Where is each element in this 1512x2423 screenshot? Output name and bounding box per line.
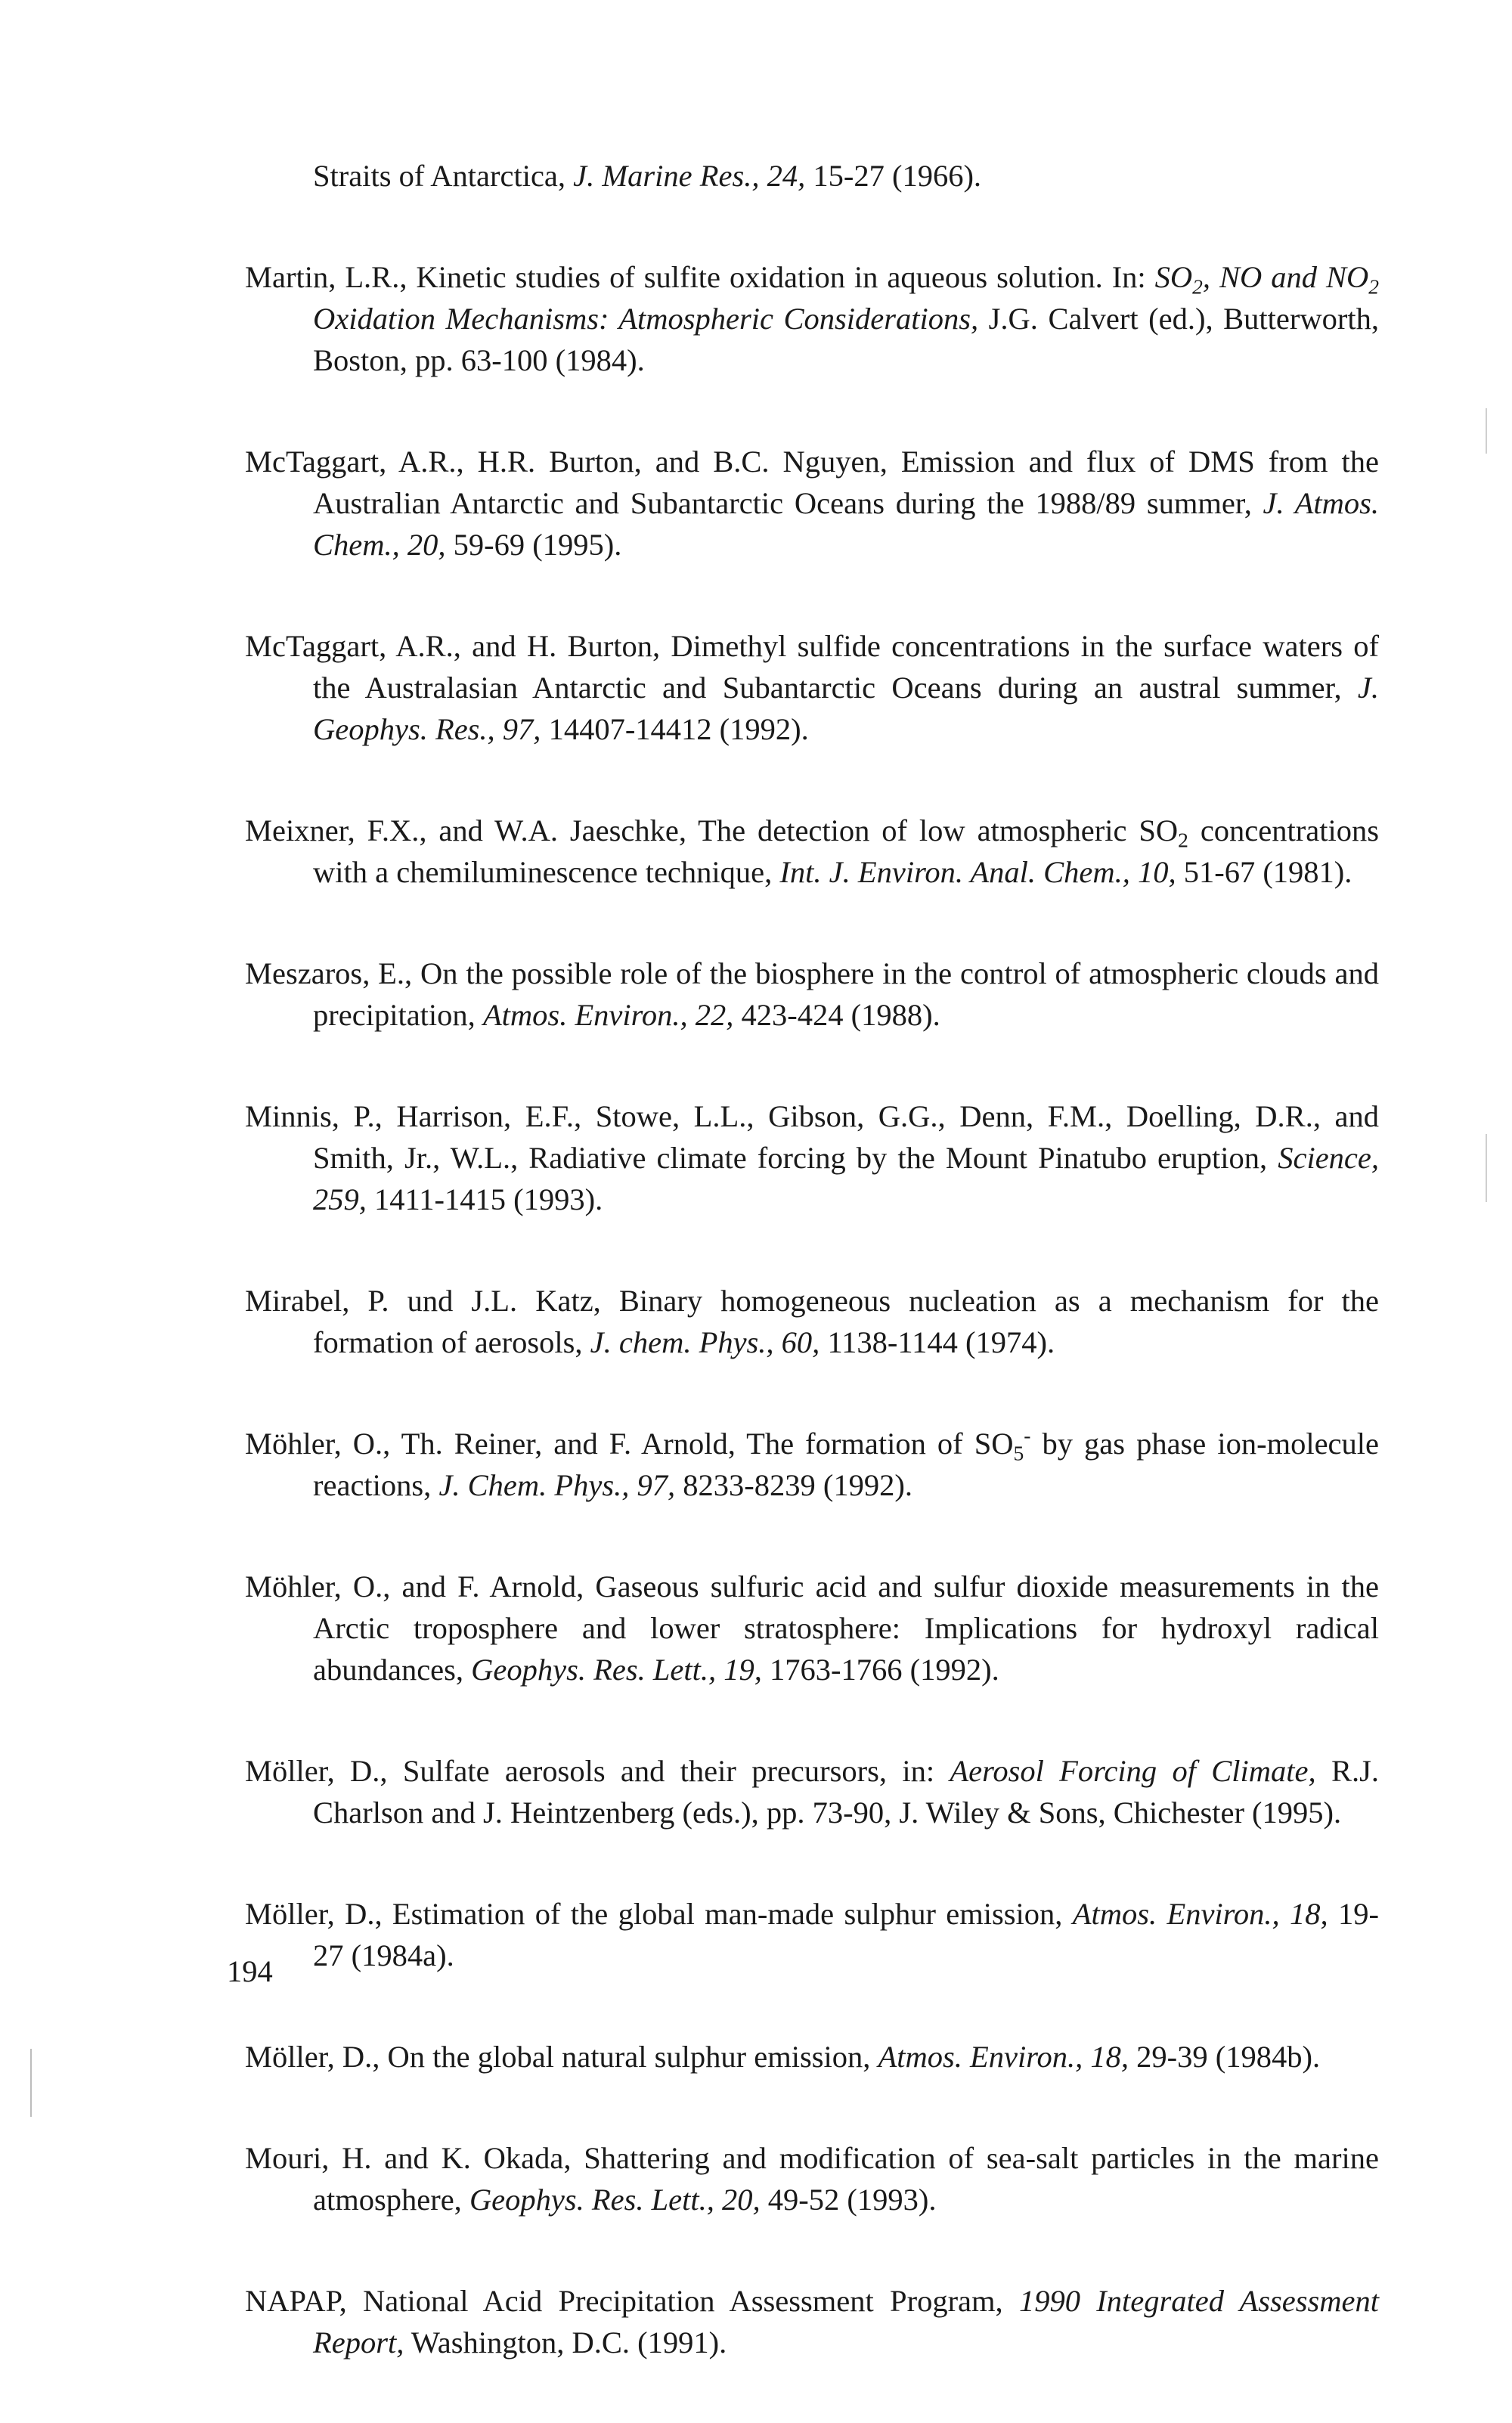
scan-artifact-line bbox=[1486, 408, 1487, 454]
reference-entry: Meixner, F.X., and W.A. Jaeschke, The detection of low atmospheric $SO_2$ concentrations with a chemiluminescence technique, Int. J. Environ. Anal. Chem., 10, 51-67 (1981). bbox=[245, 813, 1379, 889]
reference-entry: NAPAP, National Acid Precipitation Assessment Program, 1990 Integrated Assessment Report, Washington, D.C. (1991). bbox=[245, 2284, 1379, 2359]
reference-list bbox=[245, 155, 1379, 2423]
reference-entry: Möller, D., Sulfate aerosols and their precursors, in: Aerosol Forcing of Climate, R.J. Charlson and J. Heintzenberg (eds.), pp. 73-90, J. Wiley & Sons, Chichester (1995). bbox=[245, 1754, 1379, 1830]
reference-entry: Martin, L.R., Kinetic studies of sulfite oxidation in aqueous solution. In: $SO_2$, NO and $NO_2$ Oxidation Mechanisms: Atmospheric Considerations, J.G. Calvert (ed.), Butterworth, Boston, pp. 63-100 (1984). bbox=[245, 260, 1379, 377]
reference-entry: Meszaros, E., On the possible role of the biosphere in the control of atmospheric clouds and precipitation, Atmos. Environ., 22, 423-424 (1988). bbox=[245, 956, 1379, 1032]
reference-entry: Möhler, O., and F. Arnold, Gaseous sulfuric acid and sulfur dioxide measurements in the Arctic troposphere and lower stratosphere: Implications for hydroxyl radical abundances, Geophys. Res. Lett., 19, 1763-1766 (1992). bbox=[245, 1569, 1379, 1687]
page-number: 194 bbox=[227, 1954, 273, 1988]
reference-entry: Mouri, H. and K. Okada, Shattering and modification of sea-salt particles in the marine atmosphere, Geophys. Res. Lett., 20, 49-52 (1993). bbox=[245, 2141, 1379, 2217]
reference-entry: Minnis, P., Harrison, E.F., Stowe, L.L., Gibson, G.G., Denn, F.M., Doelling, D.R., and Smith, Jr., W.L., Radiative climate forcing by the Mount Pinatubo eruption, Science, 259, 1411-1415 (1993). bbox=[245, 1099, 1379, 1216]
reference-entry: Möller, D., Estimation of the global man-made sulphur emission, Atmos. Environ., 18, 19-27 (1984a). bbox=[245, 1897, 1379, 1972]
scan-artifact-line bbox=[30, 2049, 32, 2117]
scan-artifact-line bbox=[1486, 1134, 1487, 1202]
reference-entry: Möhler, O., Th. Reiner, and F. Arnold, The formation of $SO_5^-$ by gas phase ion-molecule reactions, J. Chem. Phys., 97, 8233-8239 (1992). bbox=[245, 1423, 1379, 1502]
reference-entry: Möller, D., On the global natural sulphur emission, Atmos. Environ., 18, 29-39 (1984b). bbox=[245, 2040, 1321, 2074]
reference-entry: Mirabel, P. und J.L. Katz, Binary homogeneous nucleation as a mechanism for the formation of aerosols, J. chem. Phys., 60, 1138-1144 (1974). bbox=[245, 1284, 1379, 1359]
reference-entry: Straits of Antarctica, J. Marine Res., 24, 15-27 (1966). bbox=[313, 159, 982, 193]
reference-entry: McTaggart, A.R., H.R. Burton, and B.C. Nguyen, Emission and flux of DMS from the Australian Antarctic and Subantarctic Oceans during the 1988/89 summer, J. Atmos. Chem., 20, 59-69 (1995). bbox=[245, 445, 1379, 562]
reference-entry: McTaggart, A.R., and H. Burton, Dimethyl sulfide concentrations in the surface waters of the Australasian Antarctic and Subantarctic Oceans during an austral summer, J. Geophys. Res., 97, 14407-14412 (1992). bbox=[245, 629, 1379, 746]
